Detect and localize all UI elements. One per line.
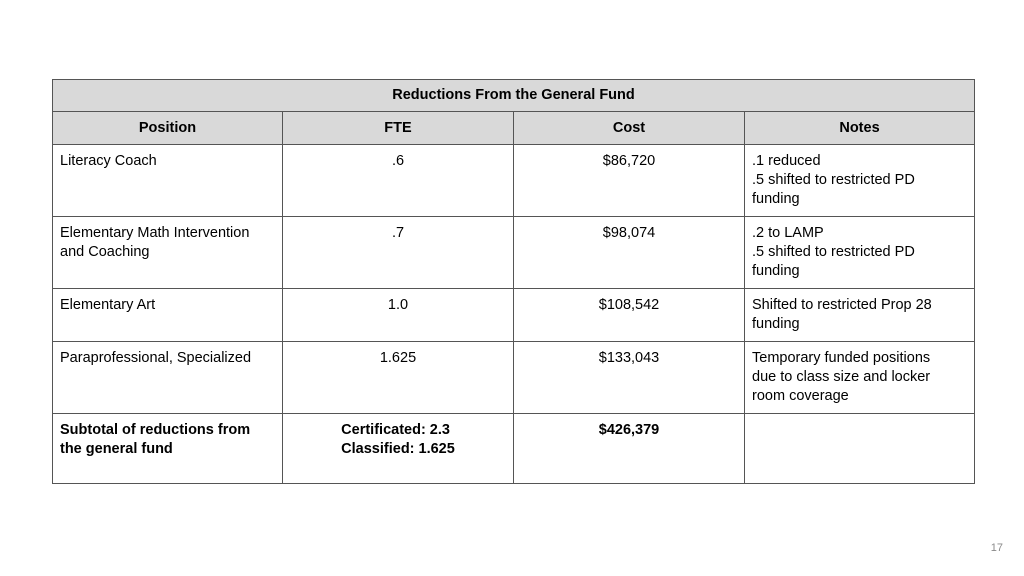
header-cost: Cost [514, 112, 745, 145]
cell-notes [745, 342, 975, 414]
note-line: .1 reduced [752, 153, 821, 169]
note-line: funding [752, 316, 800, 332]
page-number: 17 [990, 542, 1003, 554]
note-line: Shifted to restricted Prop 28 [752, 297, 932, 313]
cell-notes [745, 145, 975, 217]
note-line: funding [752, 263, 800, 279]
subtotal-fte [283, 414, 514, 484]
note-line: .2 to LAMP [752, 225, 824, 241]
reductions-table [52, 79, 975, 484]
note-line: .5 shifted to restricted PD [752, 172, 915, 188]
header-notes: Notes [745, 112, 975, 145]
table-row [53, 289, 975, 342]
table-row [53, 145, 975, 217]
note-line: due to class size and locker [752, 369, 931, 385]
header-fte: FTE [283, 112, 514, 145]
subtotal-row [53, 414, 975, 484]
header-position: Position [53, 112, 283, 145]
subtotal-label: Subtotal of reductions from the general fund [53, 414, 283, 484]
note-line: .5 shifted to restricted PD [752, 244, 915, 260]
cell-fte: 1.0 [283, 289, 514, 342]
cell-cost: $98,074 [514, 217, 745, 289]
cell-cost: $86,720 [514, 145, 745, 217]
cell-notes [745, 217, 975, 289]
table-title: Reductions From the General Fund [53, 80, 975, 112]
cell-position: Literacy Coach [53, 145, 283, 217]
cell-position: Paraprofessional, Specialized [53, 342, 283, 414]
note-line: Temporary funded positions [752, 350, 931, 366]
cell-fte: .6 [283, 145, 514, 217]
subtotal-notes [745, 414, 975, 484]
table-row [53, 342, 975, 414]
cell-fte: 1.625 [283, 342, 514, 414]
cell-position: Elementary Art [53, 289, 283, 342]
note-line: funding [752, 191, 800, 207]
subtotal-fte-classified: Classified: 1.625 [341, 441, 455, 457]
subtotal-cost: $426,379 [514, 414, 745, 484]
cell-notes [745, 289, 975, 342]
cell-cost: $108,542 [514, 289, 745, 342]
subtotal-fte-certificated: Certificated: 2.3 [341, 422, 450, 438]
cell-position: Elementary Math Intervention and Coaching [53, 217, 283, 289]
note-line: room coverage [752, 388, 849, 404]
cell-fte: .7 [283, 217, 514, 289]
cell-cost: $133,043 [514, 342, 745, 414]
table-row [53, 217, 975, 289]
